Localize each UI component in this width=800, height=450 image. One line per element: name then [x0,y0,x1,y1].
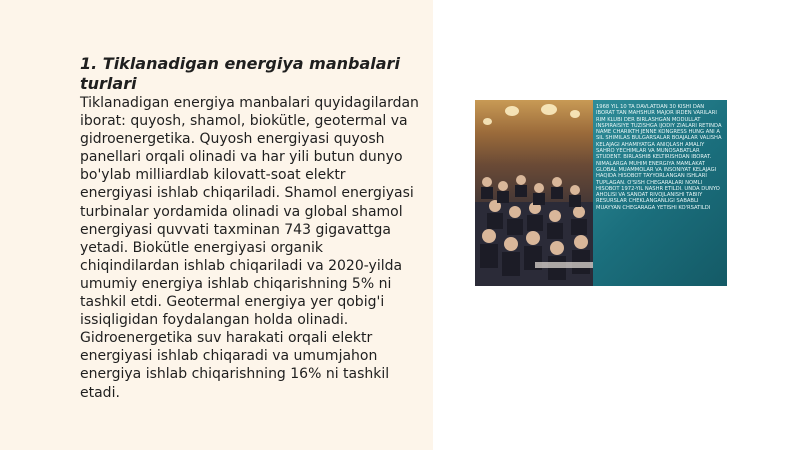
slide-body-text: Tiklanadigan energiya manbalari quyidagilardan iborat: quyosh, shamol, biokütle, geotermal va gidroenergetika. Quyosh energiyasi quyosh panellari orqali olinadi va har yili butun dunyo bo'ylab milliardlab kilovatt-soat elektr energiyasi ishlab chiqariladi. Shamol energiyasi turbinalar yordamida olinadi va global shamol energiyasi quvvati taxminan 743 gigavattga yetadi. Biokütle energiyasi organik chiqindilardan ishlab chiqariladi va 2020-yilda umumiy energiya ishlab chiqarishning 5% ni tashkil etdi. Geotermal energiya yer qobig'i issiqligidan foydalangan holda olinadi. Gidroenergetika suv harakati orqali elektr energiyasi ishlab chiqaradi va umumjahon energiya ishlab chiqarishning 16% ni tashkil etadi. [80,95,419,401]
slide-title: 1. Tiklanadigan energiya manbalari turlari [80,54,400,93]
conference-hall-image [475,100,593,286]
photo-caption-text: 1968 YIL 10 TA DAVLATDAN 30 KISHI DAN IBORAT TAN MAHSHUR MAJOR IRDEN VARILARI RIM KLUBI DER BIRLASHGAN MODULLAT INSPIRAISIYE TUZISHGA IJODIY ZIALARI RETINDA NAME CHARIKTH JENNE KONGRESS HUNG ANI A SIL SHIMILAS BULGARSALAR BOAJALAR VALISHA KELAJAGI AHAMIYATGA ANIQLASH AMALIY SAHRO YECHIMLAR VA MUNOSABATLAR STUDENT. BIRLASHIB KELTIRISHDAN IBORAT. NIMALARGA MUHIM ENERGIYA MAMLAKAT GLOBAL MUAMMOLAR VA INSONIYAT KELAJAGI HAQIDA HISOBOT TAYYORLANGAN ISHLARI TUPLAGAN. O'SISH CHEGARALARI NOMLI HISOBOT 1972-YIL NASHR ETILDI. UNDA DUNYO AHOLISI VA SANOAT RIVOJLANISHI TABIIY RESURSLAR CHEKLANGANLIGI SABABLI MUAYYAN CHEGARAGA YETISHI KO'RSATILDI [596,104,722,211]
audience-illustration [475,162,593,286]
conference-photo [475,100,727,286]
